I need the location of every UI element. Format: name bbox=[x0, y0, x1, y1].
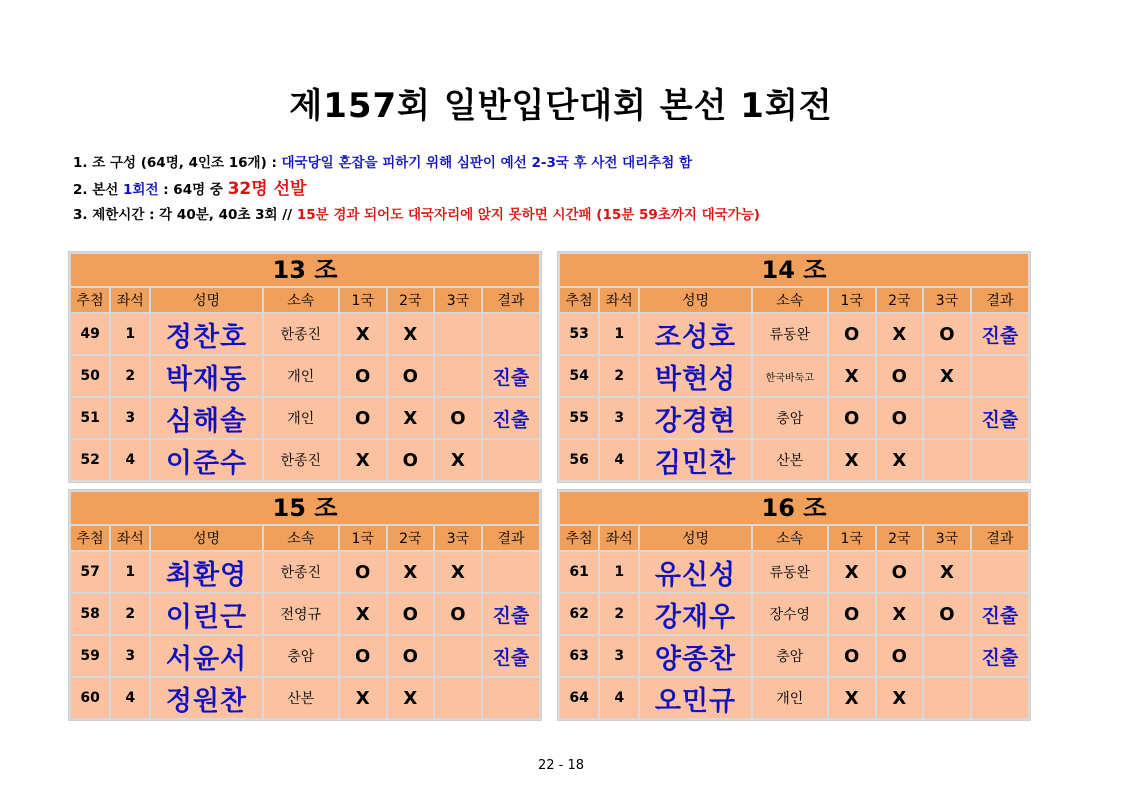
player-name-cell: 이준수 bbox=[151, 440, 261, 480]
game-2-cell: O bbox=[388, 356, 434, 396]
column-header-game-3: 3국 bbox=[924, 526, 970, 550]
note-1 bbox=[73, 150, 760, 176]
table-row bbox=[560, 636, 1028, 676]
column-header-game-2: 2국 bbox=[877, 288, 923, 312]
table-row bbox=[560, 398, 1028, 438]
game-1-cell: X bbox=[340, 678, 386, 718]
group-16-panel bbox=[557, 489, 1031, 721]
player-name-cell: 최환영 bbox=[151, 552, 261, 592]
group-13-panel bbox=[68, 251, 542, 483]
seat-cell: 4 bbox=[600, 440, 638, 480]
table-row bbox=[560, 356, 1028, 396]
table-row bbox=[71, 398, 539, 438]
game-3-cell: O bbox=[924, 314, 970, 354]
column-header-seat: 좌석 bbox=[600, 288, 638, 312]
draw-number-cell: 59 bbox=[71, 636, 109, 676]
header-row bbox=[560, 288, 1028, 312]
column-header-game-1: 1국 bbox=[829, 288, 875, 312]
result-cell bbox=[972, 678, 1028, 718]
column-header-draw-number: 추첨 bbox=[71, 288, 109, 312]
group-14-panel bbox=[557, 251, 1031, 483]
note-1-detail: 대국당일 혼잡을 피하기 위해 심판이 예선 2-3국 후 사전 대리추첨 함 bbox=[281, 155, 693, 171]
affiliation-cell: 한종진 bbox=[264, 440, 338, 480]
game-3-cell: X bbox=[435, 552, 481, 592]
affiliation-cell: 류동완 bbox=[753, 552, 827, 592]
player-name-cell: 서윤서 bbox=[151, 636, 261, 676]
group-table bbox=[558, 524, 1030, 720]
game-3-cell bbox=[435, 356, 481, 396]
seat-cell: 4 bbox=[111, 678, 149, 718]
game-2-cell: O bbox=[877, 552, 923, 592]
draw-number-cell: 53 bbox=[560, 314, 598, 354]
game-2-cell: X bbox=[388, 314, 434, 354]
column-header-game-1: 1국 bbox=[340, 526, 386, 550]
group-title: 13 조 bbox=[71, 254, 539, 286]
game-3-cell: X bbox=[924, 552, 970, 592]
game-1-cell: O bbox=[829, 594, 875, 634]
table-row bbox=[71, 356, 539, 396]
result-cell bbox=[483, 678, 539, 718]
game-1-cell: X bbox=[829, 552, 875, 592]
affiliation-cell: 충암 bbox=[753, 398, 827, 438]
column-header-draw-number: 추첨 bbox=[560, 526, 598, 550]
game-1-cell: O bbox=[340, 398, 386, 438]
result-cell: 진출 bbox=[972, 314, 1028, 354]
seat-cell: 1 bbox=[111, 314, 149, 354]
table-row bbox=[560, 314, 1028, 354]
table-row bbox=[71, 594, 539, 634]
game-3-cell: O bbox=[435, 594, 481, 634]
column-header-affiliation: 소속 bbox=[264, 526, 338, 550]
draw-number-cell: 49 bbox=[71, 314, 109, 354]
draw-number-cell: 50 bbox=[71, 356, 109, 396]
result-cell bbox=[972, 356, 1028, 396]
result-cell bbox=[483, 552, 539, 592]
seat-cell: 4 bbox=[600, 678, 638, 718]
game-3-cell bbox=[924, 678, 970, 718]
group-table bbox=[69, 286, 541, 482]
game-3-cell bbox=[435, 678, 481, 718]
result-cell bbox=[972, 440, 1028, 480]
note-3-prefix: 3. 제한시간 : 각 40분, 40초 3회 // bbox=[73, 207, 297, 223]
notes bbox=[73, 150, 760, 228]
game-3-cell: X bbox=[924, 356, 970, 396]
game-1-cell: O bbox=[829, 314, 875, 354]
seat-cell: 2 bbox=[111, 356, 149, 396]
player-name-cell: 양종찬 bbox=[640, 636, 750, 676]
table-row bbox=[71, 440, 539, 480]
draw-number-cell: 62 bbox=[560, 594, 598, 634]
affiliation-cell: 개인 bbox=[753, 678, 827, 718]
player-name-cell: 정찬호 bbox=[151, 314, 261, 354]
column-header-game-2: 2국 bbox=[388, 526, 434, 550]
game-3-cell bbox=[924, 636, 970, 676]
table-row bbox=[71, 636, 539, 676]
game-1-cell: O bbox=[829, 398, 875, 438]
game-1-cell: O bbox=[340, 356, 386, 396]
player-name-cell: 박현성 bbox=[640, 356, 750, 396]
game-2-cell: O bbox=[877, 636, 923, 676]
result-cell: 진출 bbox=[483, 594, 539, 634]
column-header-game-1: 1국 bbox=[829, 526, 875, 550]
affiliation-cell: 한종진 bbox=[264, 552, 338, 592]
seat-cell: 3 bbox=[600, 398, 638, 438]
column-header-seat: 좌석 bbox=[600, 526, 638, 550]
seat-cell: 3 bbox=[111, 636, 149, 676]
game-1-cell: O bbox=[829, 636, 875, 676]
affiliation-cell: 충암 bbox=[264, 636, 338, 676]
column-header-player-name: 성명 bbox=[640, 288, 750, 312]
draw-number-cell: 61 bbox=[560, 552, 598, 592]
player-name-cell: 오민규 bbox=[640, 678, 750, 718]
draw-number-cell: 54 bbox=[560, 356, 598, 396]
group-15-panel bbox=[68, 489, 542, 721]
game-3-cell bbox=[435, 314, 481, 354]
group-table bbox=[69, 524, 541, 720]
seat-cell: 3 bbox=[111, 398, 149, 438]
page-title: 제157회 일반입단대회 본선 1회전 bbox=[289, 86, 833, 126]
affiliation-cell: 한국바둑고 bbox=[753, 356, 827, 396]
game-1-cell: X bbox=[829, 440, 875, 480]
table-row bbox=[71, 552, 539, 592]
seat-cell: 4 bbox=[111, 440, 149, 480]
game-3-cell: O bbox=[924, 594, 970, 634]
affiliation-cell: 전영규 bbox=[264, 594, 338, 634]
table-row bbox=[560, 594, 1028, 634]
column-header-draw-number: 추첨 bbox=[560, 288, 598, 312]
game-2-cell: O bbox=[388, 636, 434, 676]
affiliation-cell: 개인 bbox=[264, 356, 338, 396]
column-header-affiliation: 소속 bbox=[753, 526, 827, 550]
header-row bbox=[71, 526, 539, 550]
game-2-cell: O bbox=[877, 398, 923, 438]
affiliation-cell: 산본 bbox=[264, 678, 338, 718]
note-3-warning: 15분 경과 되어도 대국자리에 앉지 못하면 시간패 (15분 59초까지 대국가능) bbox=[296, 207, 760, 223]
seat-cell: 1 bbox=[111, 552, 149, 592]
column-header-game-3: 3국 bbox=[435, 288, 481, 312]
seat-cell: 1 bbox=[600, 314, 638, 354]
page-number: 22 - 18 bbox=[537, 758, 585, 773]
header-row bbox=[71, 288, 539, 312]
result-cell bbox=[483, 314, 539, 354]
affiliation-cell: 류동완 bbox=[753, 314, 827, 354]
group-title: 14 조 bbox=[560, 254, 1028, 286]
group-table bbox=[558, 286, 1030, 482]
result-cell: 진출 bbox=[972, 398, 1028, 438]
note-1-prefix: 1. 조 구성 (64명, 4인조 16개) : bbox=[73, 155, 282, 171]
game-2-cell: O bbox=[877, 356, 923, 396]
note-2-prefix: 2. 본선 bbox=[73, 182, 124, 198]
group-title: 16 조 bbox=[560, 492, 1028, 524]
column-header-result: 결과 bbox=[483, 526, 539, 550]
draw-number-cell: 57 bbox=[71, 552, 109, 592]
player-name-cell: 조성호 bbox=[640, 314, 750, 354]
draw-number-cell: 58 bbox=[71, 594, 109, 634]
game-2-cell: X bbox=[388, 552, 434, 592]
result-cell: 진출 bbox=[972, 636, 1028, 676]
column-header-game-3: 3국 bbox=[435, 526, 481, 550]
player-name-cell: 유신성 bbox=[640, 552, 750, 592]
player-name-cell: 이린근 bbox=[151, 594, 261, 634]
draw-number-cell: 51 bbox=[71, 398, 109, 438]
game-3-cell bbox=[924, 398, 970, 438]
game-1-cell: X bbox=[340, 314, 386, 354]
column-header-seat: 좌석 bbox=[111, 288, 149, 312]
draw-number-cell: 56 bbox=[560, 440, 598, 480]
table-row bbox=[71, 678, 539, 718]
game-3-cell bbox=[924, 440, 970, 480]
game-2-cell: O bbox=[388, 594, 434, 634]
player-name-cell: 심해솔 bbox=[151, 398, 261, 438]
result-cell: 진출 bbox=[483, 398, 539, 438]
game-3-cell: O bbox=[435, 398, 481, 438]
column-header-draw-number: 추첨 bbox=[71, 526, 109, 550]
draw-number-cell: 64 bbox=[560, 678, 598, 718]
game-2-cell: X bbox=[877, 678, 923, 718]
note-2 bbox=[73, 176, 760, 202]
affiliation-cell: 충암 bbox=[753, 636, 827, 676]
column-header-game-1: 1국 bbox=[340, 288, 386, 312]
column-header-seat: 좌석 bbox=[111, 526, 149, 550]
player-name-cell: 강경현 bbox=[640, 398, 750, 438]
note-2-mid: : 64명 중 bbox=[158, 182, 228, 198]
game-1-cell: O bbox=[340, 552, 386, 592]
note-2-selection: 32명 선발 bbox=[227, 179, 307, 199]
column-header-result: 결과 bbox=[972, 288, 1028, 312]
column-header-game-2: 2국 bbox=[877, 526, 923, 550]
result-cell: 진출 bbox=[483, 356, 539, 396]
column-header-game-2: 2국 bbox=[388, 288, 434, 312]
affiliation-cell: 한종진 bbox=[264, 314, 338, 354]
game-1-cell: X bbox=[340, 440, 386, 480]
result-cell: 진출 bbox=[972, 594, 1028, 634]
table-row bbox=[560, 552, 1028, 592]
column-header-affiliation: 소속 bbox=[264, 288, 338, 312]
draw-number-cell: 63 bbox=[560, 636, 598, 676]
table-row bbox=[560, 440, 1028, 480]
seat-cell: 2 bbox=[111, 594, 149, 634]
game-1-cell: O bbox=[340, 636, 386, 676]
player-name-cell: 김민찬 bbox=[640, 440, 750, 480]
draw-number-cell: 55 bbox=[560, 398, 598, 438]
table-row bbox=[71, 314, 539, 354]
column-header-game-3: 3국 bbox=[924, 288, 970, 312]
result-cell bbox=[972, 552, 1028, 592]
result-cell: 진출 bbox=[483, 636, 539, 676]
seat-cell: 1 bbox=[600, 552, 638, 592]
game-2-cell: X bbox=[877, 314, 923, 354]
draw-number-cell: 52 bbox=[71, 440, 109, 480]
game-2-cell: X bbox=[388, 678, 434, 718]
result-cell bbox=[483, 440, 539, 480]
game-3-cell bbox=[435, 636, 481, 676]
column-header-result: 결과 bbox=[483, 288, 539, 312]
game-1-cell: X bbox=[340, 594, 386, 634]
game-2-cell: X bbox=[388, 398, 434, 438]
note-2-round: 1회전 bbox=[123, 182, 159, 198]
note-3 bbox=[73, 202, 760, 228]
player-name-cell: 강재우 bbox=[640, 594, 750, 634]
game-1-cell: X bbox=[829, 356, 875, 396]
affiliation-cell: 산본 bbox=[753, 440, 827, 480]
game-2-cell: O bbox=[388, 440, 434, 480]
draw-number-cell: 60 bbox=[71, 678, 109, 718]
column-header-player-name: 성명 bbox=[151, 526, 261, 550]
table-row bbox=[560, 678, 1028, 718]
affiliation-cell: 장수영 bbox=[753, 594, 827, 634]
header-row bbox=[560, 526, 1028, 550]
player-name-cell: 박재동 bbox=[151, 356, 261, 396]
seat-cell: 3 bbox=[600, 636, 638, 676]
column-header-player-name: 성명 bbox=[640, 526, 750, 550]
column-header-result: 결과 bbox=[972, 526, 1028, 550]
group-title: 15 조 bbox=[71, 492, 539, 524]
game-3-cell: X bbox=[435, 440, 481, 480]
seat-cell: 2 bbox=[600, 356, 638, 396]
game-1-cell: X bbox=[829, 678, 875, 718]
affiliation-cell: 개인 bbox=[264, 398, 338, 438]
game-2-cell: X bbox=[877, 594, 923, 634]
column-header-player-name: 성명 bbox=[151, 288, 261, 312]
seat-cell: 2 bbox=[600, 594, 638, 634]
game-2-cell: X bbox=[877, 440, 923, 480]
player-name-cell: 정원찬 bbox=[151, 678, 261, 718]
column-header-affiliation: 소속 bbox=[753, 288, 827, 312]
